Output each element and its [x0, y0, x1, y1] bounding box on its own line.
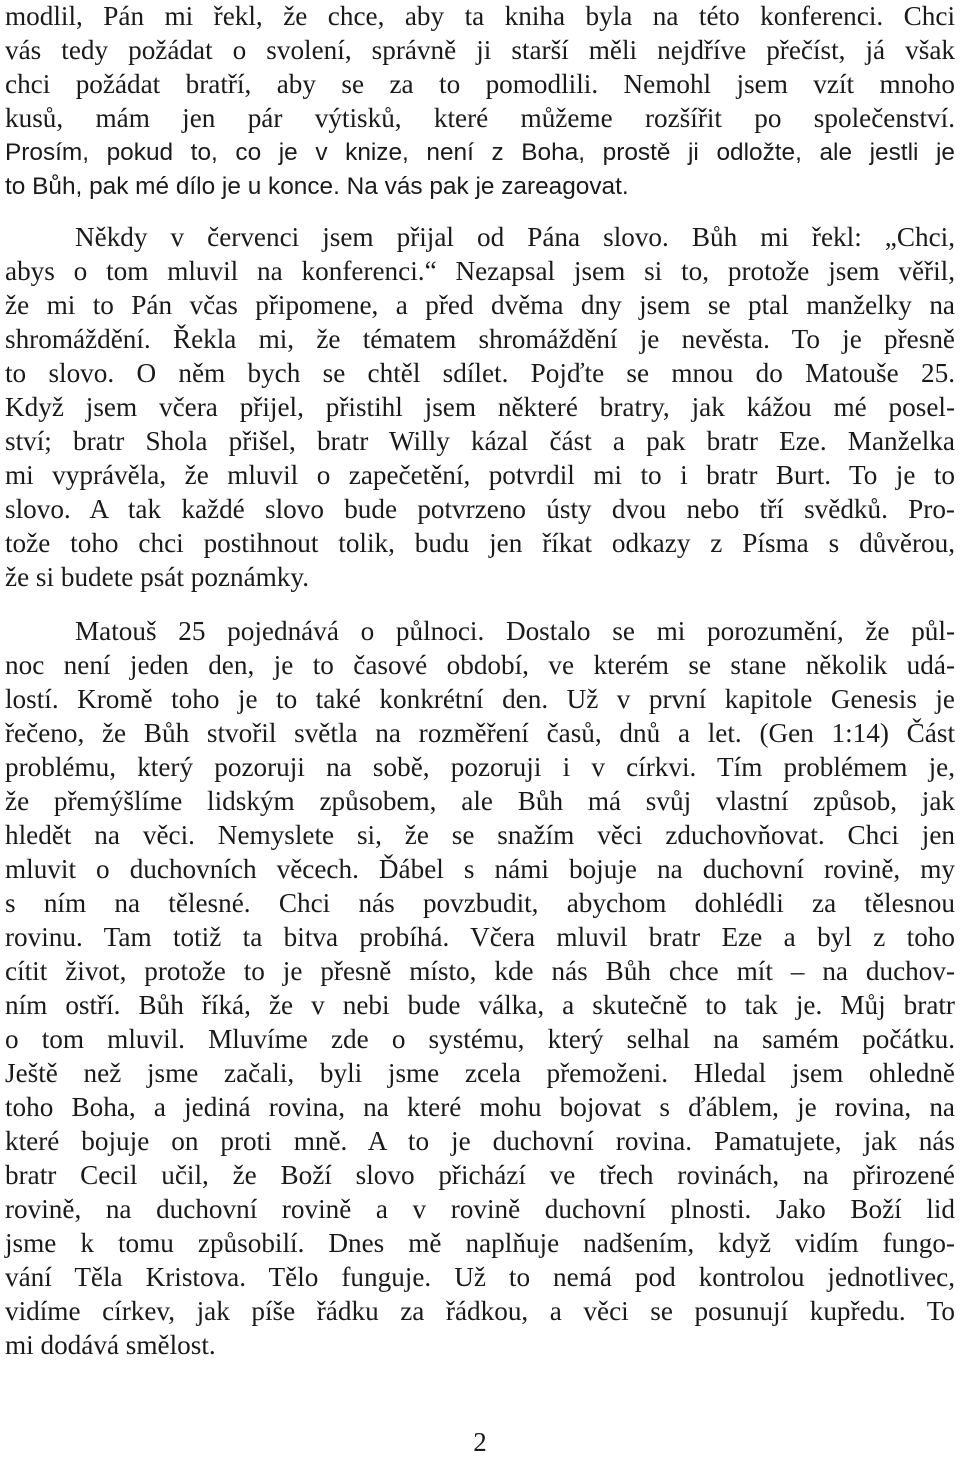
text-line: vidíme církev, jak píše řádku za řádkou, a věci se posunují kupředu. To [5, 1296, 955, 1326]
text-line: toho Boha, a jediná rovina, na které mohu bojovat s ďáblem, je rovina, na [5, 1092, 955, 1122]
text-line: Matouš 25 pojednává o půlnoci. Dostalo se mi porozumění, že půl- [75, 616, 955, 646]
text-line: že si budete psát poznámky. [5, 562, 310, 592]
text-line: modlil, Pán mi řekl, že chce, aby ta kniha byla na této konferenci. Chci [5, 1, 955, 31]
text-line: to slovo. O něm bych se chtěl sdílet. Pojďte se mnou do Matouše 25. [5, 358, 955, 388]
text-line: rovinu. Tam totiž ta bitva probíhá. Včera mluvil bratr Eze a byl z toho [5, 922, 955, 952]
text-line: Když jsem včera přijel, přistihl jsem některé bratry, jak kážou mé posel- [5, 392, 955, 422]
text-line: Někdy v červenci jsem přijal od Pána slovo. Bůh mi řekl: „Chci, [75, 222, 955, 252]
text-line: ním ostří. Bůh říká, že v nebi bude válka, a skutečně to tak je. Můj bratr [5, 990, 955, 1020]
text-line: jsme k tomu způsobilí. Dnes mě naplňuje nadšením, když vidím fungo- [5, 1228, 955, 1258]
text-line: to Bůh, pak mé dílo je u konce. Na vás pak je zareagovat. [5, 173, 629, 200]
text-line: chci požádat bratří, aby se za to pomodlili. Nemohl jsem vzít mnoho [5, 69, 955, 99]
text-line: Ještě než jsme začali, byli jsme zcela přemoženi. Hledal jsem ohledně [5, 1058, 955, 1088]
text-line: hledět na věci. Nemyslete si, že se snažím věci zduchovňovat. Chci jen [5, 820, 955, 850]
text-line: o tom mluvil. Mluvíme zde o systému, který selhal na samém počátku. [5, 1024, 955, 1054]
text-line: mi dodává smělost. [5, 1330, 216, 1360]
text-line: vás tedy požádat o svolení, správně ji starší měli nejdříve přečíst, já však [5, 35, 955, 65]
text-line: abys o tom mluvil na konferenci.“ Nezapsal jsem si to, protože jsem věřil, [5, 256, 955, 286]
text-line: cítit život, protože to je přesně místo, kde nás Bůh chce mít – na duchov- [5, 956, 955, 986]
text-line: kusů, mám jen pár výtisků, které můžeme rozšířit po společenství. [5, 103, 955, 133]
text-line: ství; bratr Shola přišel, bratr Willy kázal část a pak bratr Eze. Manželka [5, 426, 955, 456]
text-line: noc není jeden den, je to časové období, ve kterém se stane několik udá- [5, 650, 955, 680]
text-line: slovo. A tak každé slovo bude potvrzeno ústy dvou nebo tří svědků. Pro- [5, 494, 955, 524]
text-line: rovině, na duchovní rovině a v rovině duchovní plnosti. Jako Boží lid [5, 1194, 955, 1224]
text-line: Prosím, pokud to, co je v knize, není z Boha, prostě ji odložte, ale jestli je [5, 139, 955, 166]
text-line: s ním na tělesné. Chci nás povzbudit, abychom dohlédli za tělesnou [5, 888, 955, 918]
page-number: 2 [473, 1427, 487, 1457]
text-line: že mi to Pán včas připomene, a před dvěma dny jsem se ptal manželky na [5, 290, 955, 320]
text-line: bratr Cecil učil, že Boží slovo přichází ve třech rovinách, na přirozené [5, 1160, 955, 1190]
text-line: že přemýšlíme lidským způsobem, ale Bůh má svůj vlastní způsob, jak [5, 786, 955, 816]
text-line: problému, který pozoruji na sobě, pozoruji i v církvi. Tím problémem je, [5, 752, 955, 782]
text-line: řečeno, že Bůh stvořil světla na rozměření časů, dnů a let. (Gen 1:14) Část [5, 718, 955, 748]
text-line: vání Těla Kristova. Tělo funguje. Už to nemá pod kontrolou jednotlivec, [5, 1262, 955, 1292]
text-line: které bojuje on proti mně. A to je duchovní rovina. Pamatujete, jak nás [5, 1126, 955, 1156]
text-line: shromáždění. Řekla mi, že tématem shromáždění je nevěsta. To je přesně [5, 324, 955, 354]
text-line: tože toho chci postihnout tolik, budu jen říkat odkazy z Písma s důvěrou, [5, 528, 955, 558]
text-line: lostí. Kromě toho je to také konkrétní den. Už v první kapitole Genesis je [5, 684, 955, 714]
text-line: mi vyprávěla, že mluvil o zapečetění, potvrdil mi to i bratr Burt. To je to [5, 460, 955, 490]
text-line: mluvit o duchovních věcech. Ďábel s námi bojuje na duchovní rovině, my [5, 854, 955, 884]
